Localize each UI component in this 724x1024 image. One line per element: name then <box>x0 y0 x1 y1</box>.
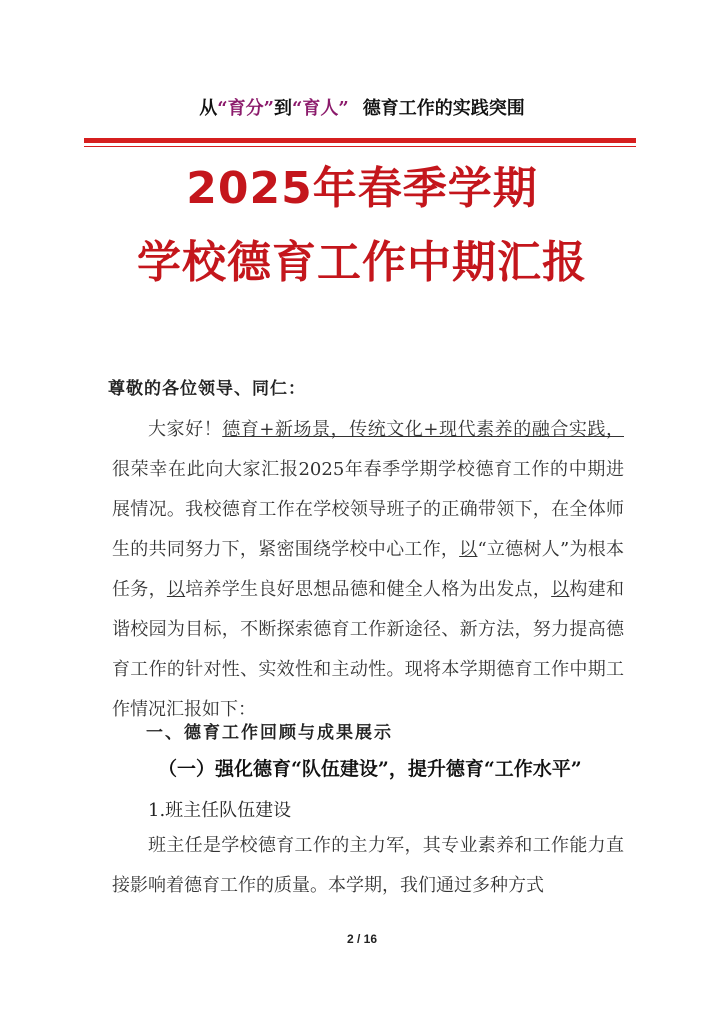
header-text-2: 到 <box>274 98 292 119</box>
document-title-line-2: 学校德育工作中期汇报 <box>137 237 587 288</box>
intro-yi-2: 以 <box>166 579 186 600</box>
intro-after-theme: 很荣幸在此向大家汇报2025年春季学期学校德育工作的中期进展情况。我校德育工作在学校领导班子的正确带领下，在全体师生的共同努力下，紧密围绕学校中心工作， <box>112 459 624 560</box>
subsection-heading-1: （一）强化德育“队伍建设”，提升德育“工作水平” <box>158 758 582 780</box>
intro-mid-1: “立德树人”为根本任务， <box>112 539 625 600</box>
intro-theme-underlined: 德育+新场景，传统文化+现代素养的融合实践， <box>222 419 624 440</box>
header-rule-thin <box>84 146 636 147</box>
header-quote-yufen: “育分” <box>217 98 274 119</box>
header-text-1: 从 <box>199 98 218 119</box>
section-heading-1: 一、德育工作回顾与成果展示 <box>146 723 393 743</box>
document-title-line-1: 2025年春季学期 <box>186 163 538 214</box>
header-text-3: 德育工作的实践突围 <box>362 98 525 119</box>
intro-greeting: 大家好！ <box>148 419 223 440</box>
intro-yi-3: 以 <box>551 579 570 600</box>
intro-end: 构建和谐校园为目标，不断探索德育工作新途径、新方法，努力提高德育工作的针对性、实效性和主动性。现将本学期德育工作中期工作情况汇报如下： <box>112 579 625 720</box>
running-header <box>0 94 724 120</box>
item-heading-1: 1.班主任队伍建设 <box>148 800 292 821</box>
salutation: 尊敬的各位领导、同仁： <box>108 379 306 399</box>
header-rule-thick <box>84 138 636 143</box>
item-1-text: 班主任是学校德育工作的主力军，其专业素养和工作能力直接影响着德育工作的质量。本学期，我们通过多种方式 <box>112 835 624 896</box>
header-quote-yuren: “育人” <box>292 98 349 119</box>
intro-mid-2: 培养学生良好思想品德和健全人格为出发点， <box>185 579 552 600</box>
intro-yi-1: 以 <box>459 539 478 560</box>
item-1-paragraph <box>112 826 624 906</box>
page-number: 2 / 16 <box>346 932 378 946</box>
intro-paragraph <box>112 410 624 730</box>
